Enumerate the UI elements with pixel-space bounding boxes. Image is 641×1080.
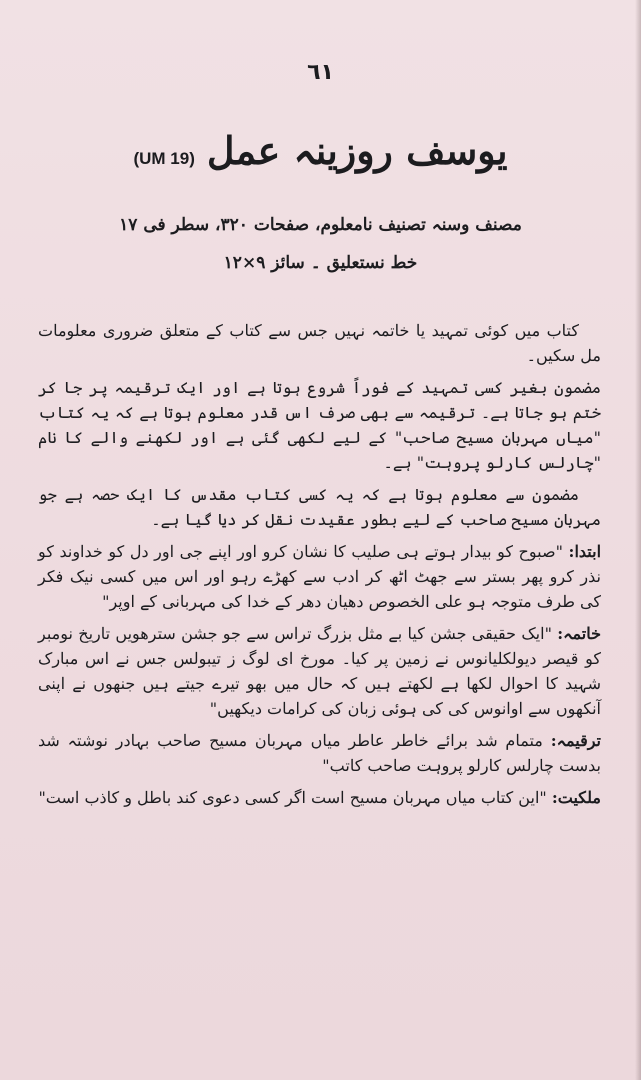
paragraph-intro (38, 318, 601, 368)
paragraph-text: "صبوح کو بیدار ہوتے ہی صلیب کا نشان کرو اور اپنے جی اور دل کو خداوند کو نذر کرو پھر بستر سے جھٹ اٹھ کر ادب سے کھڑے رہو اور اس میں کسی نیک فکر کی طرف متوجہ ہو علی الخصوص دھیان دھر کے خدا کی مہربانی کے اوپر" (38, 542, 602, 611)
paragraph-text: متمام شد برائے خاطر عاطر میاں مہربان مسیح صاحب بہادر نوشتہ شد بدست چارلس کارلو پروہت صاحب کاتب" (38, 731, 601, 775)
paragraph-beginning (38, 539, 601, 614)
paragraph-text: "ایک حقیقی جشن کیا بے مثل بزرگ تراس سے جو جشن سترھویں تاریخ نومبر کو قیصر دیولکلیانوس نے زمین پر کیا۔ مورخ ای لوگ ز تیبولس جس نے اس مبارک شہید کا احوال لکھا ہے لکھتے ہیں کہ حال میں بھو تیرے جیتے ہیں جنھوں نے اپنی آنکھوں سے اوانوس کی کی ہوئی زبان کی کرامات دیکھیں" (38, 624, 601, 718)
paragraph-label: ترقیمہ: (550, 731, 602, 750)
paragraph-content (38, 375, 601, 475)
description-body (38, 318, 601, 817)
paragraph-text: مضمون بغیر کسی تمہید کے فوراً شروع ہوتا ہے اور ایک ترقیمہ پر جا کر ختم ہو جاتا ہے۔ ترقیمہ سے بھی صرف اس قدر معلوم ہوتا ہے کہ یہ کتاب "میاں مہربان مسیح صاحب" کے لیے لکھی گئی ہے اور لکھنے والے کا نام "چارلس کارلو پروہت" ہے۔ (38, 378, 601, 472)
paragraph-colophon (38, 728, 601, 778)
paragraph-text: مضمون سے معلوم ہوتا ہے کہ یہ کسی کتاب مقدس کا ایک حصہ ہے جو مہربان مسیح صاحب کے لیے بطور عقیدت نقل کر دیا گیا ہے۔ (38, 485, 601, 529)
paragraph-label: ابتدا: (568, 542, 602, 561)
page-number: ٦١ (307, 60, 334, 85)
paragraph-text: "این کتاب میاں مہربان مسیح است اگر کسی دعوی کند باطل و کاذب است" (38, 788, 547, 807)
title-row (0, 128, 641, 173)
meta-line-author-pages: مصنف وسنہ تصنیف نامعلوم، صفحات ۳۲۰، سطر فی ۱۷ (119, 215, 522, 235)
paragraph-source (38, 482, 601, 532)
paragraph-ownership (38, 785, 601, 810)
paragraph-label: ملکیت: (551, 788, 601, 807)
paragraph-text: کتاب میں کوئی تمہید یا خاتمہ نہیں جس سے کتاب کے متعلق ضروری معلومات مل سکیں۔ (38, 321, 601, 365)
meta-line-script-size: خط نستعلیق ۔ سائز ۹×۱۲ (223, 253, 418, 273)
paragraph-label: خاتمہ: (557, 624, 601, 643)
paragraph-ending (38, 621, 601, 721)
catalog-code: (UM 19) (133, 149, 195, 168)
book-title: یوسف روزینہ عمل (206, 128, 508, 173)
